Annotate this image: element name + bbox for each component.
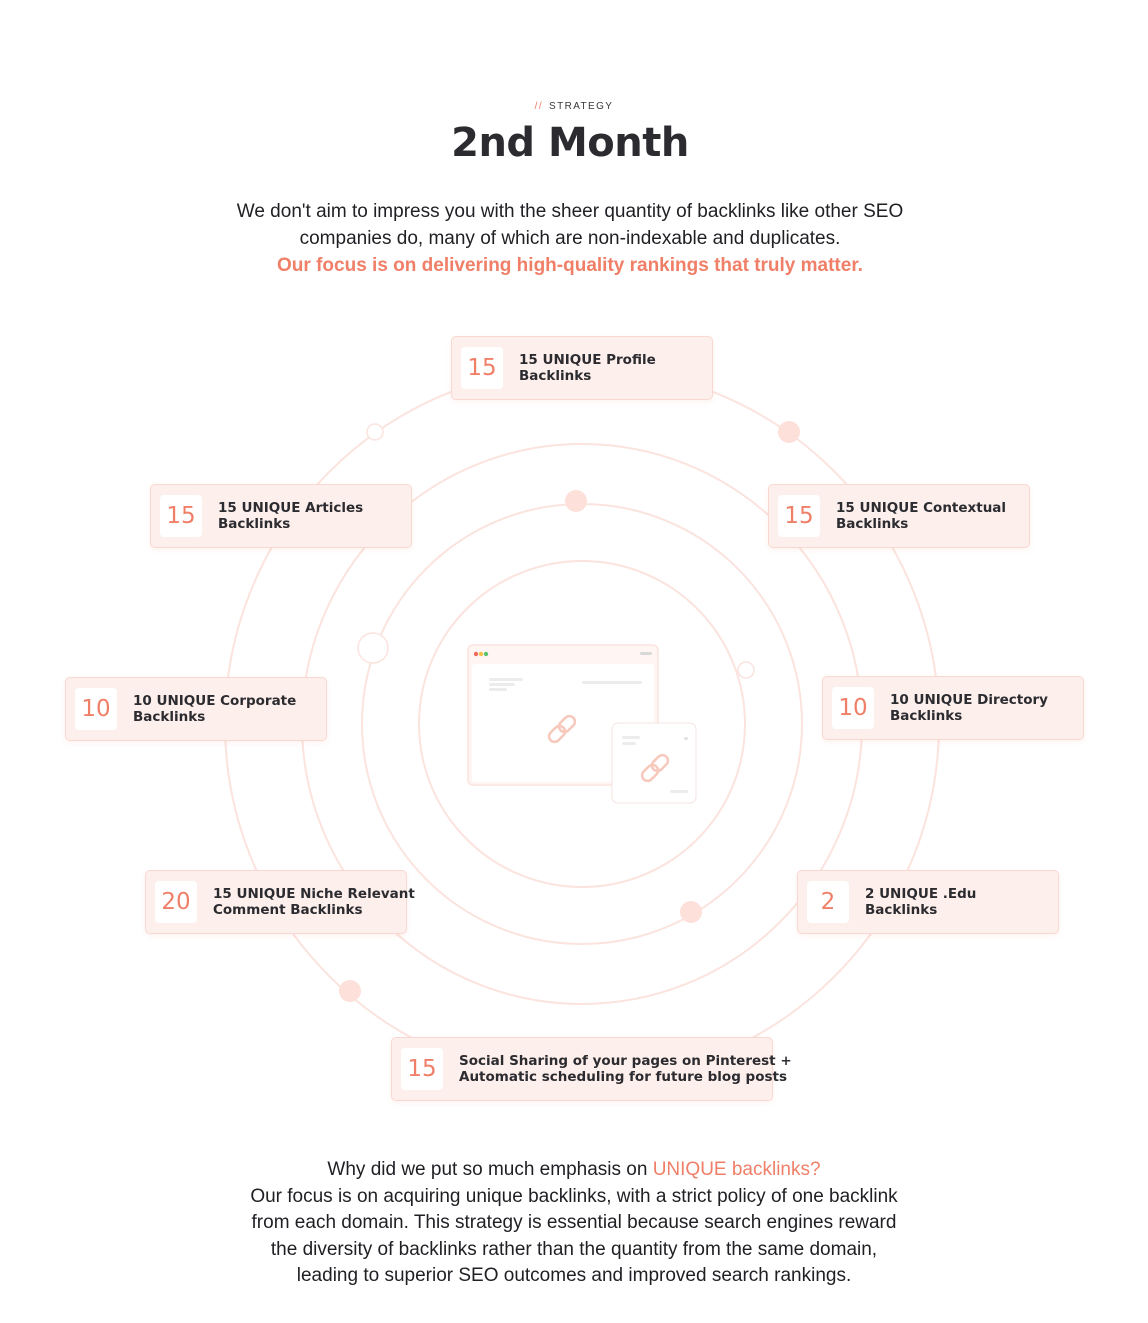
browser-illustration bbox=[468, 645, 696, 803]
card-corporate-backlinks bbox=[65, 677, 327, 741]
eyebrow-slashes: // bbox=[534, 101, 543, 112]
window-dot-yellow bbox=[479, 652, 483, 656]
card-label: 15 UNIQUE Profile Backlinks bbox=[519, 352, 656, 384]
card-edu-backlinks bbox=[797, 870, 1059, 934]
orbit-dot-hollow bbox=[738, 662, 754, 678]
orbit-dot-hollow bbox=[367, 424, 383, 440]
card-number: 15 bbox=[778, 495, 820, 537]
outro-line-2: from each domain. This strategy is essential because search engines reward bbox=[251, 1212, 897, 1233]
page-title: 2nd Month bbox=[451, 120, 689, 166]
orbit-dot bbox=[339, 980, 361, 1002]
window-dot-green bbox=[484, 652, 488, 656]
card-label: 2 UNIQUE .Edu Backlinks bbox=[865, 886, 977, 918]
card-number: 10 bbox=[832, 687, 874, 729]
card-niche-comment-backlinks bbox=[145, 870, 415, 934]
card-label: 15 UNIQUE Contextual Backlinks bbox=[836, 500, 1007, 532]
card-social-sharing bbox=[391, 1037, 792, 1101]
orbit-dot-hollow bbox=[358, 633, 388, 663]
orbit-dot bbox=[565, 490, 587, 512]
intro-line-2: companies do, many of which are non-indexable and duplicates. bbox=[299, 228, 841, 249]
card-contextual-backlinks bbox=[768, 484, 1030, 548]
card-label: 10 UNIQUE Directory Backlinks bbox=[890, 692, 1048, 724]
card-directory-backlinks bbox=[822, 676, 1084, 740]
card-number: 2 bbox=[807, 881, 849, 923]
eyebrow-label: STRATEGY bbox=[549, 101, 614, 112]
outro-question: Why did we put so much emphasis on UNIQUE backlinks? bbox=[327, 1159, 821, 1180]
card-number: 15 bbox=[401, 1048, 443, 1090]
card-number: 20 bbox=[155, 881, 197, 923]
orbit-dot bbox=[778, 421, 800, 443]
outro-line-3: the diversity of backlinks rather than the quantity from the same domain, bbox=[270, 1238, 878, 1260]
card-articles-backlinks bbox=[150, 484, 412, 548]
card-label: 15 UNIQUE Niche Relevant Comment Backlinks bbox=[213, 886, 415, 918]
card-number: 10 bbox=[75, 688, 117, 730]
outro-highlight: UNIQUE backlinks? bbox=[652, 1159, 821, 1180]
card-label: 15 UNIQUE Articles Backlinks bbox=[218, 500, 364, 532]
card-number: 15 bbox=[461, 347, 503, 389]
card-number: 15 bbox=[160, 495, 202, 537]
outro-text bbox=[174, 1157, 974, 1290]
outro-line-4: leading to superior SEO outcomes and improved search rankings. bbox=[296, 1265, 852, 1286]
outro-line-1: Our focus is on acquiring unique backlinks, with a strict policy of one backlink bbox=[250, 1185, 898, 1207]
card-profile-backlinks bbox=[451, 336, 713, 400]
card-label: Social Sharing of your pages on Pinterest + Automatic scheduling for future blog posts bbox=[459, 1053, 792, 1085]
card-label: 10 UNIQUE Corporate Backlinks bbox=[133, 693, 297, 725]
intro-highlight: Our focus is on delivering high-quality rankings that truly matter. bbox=[277, 255, 863, 276]
window-dot-red bbox=[474, 652, 478, 656]
orbit-dot bbox=[680, 901, 702, 923]
intro-line-1: We don't aim to impress you with the sheer quantity of backlinks like other SEO bbox=[236, 201, 904, 222]
